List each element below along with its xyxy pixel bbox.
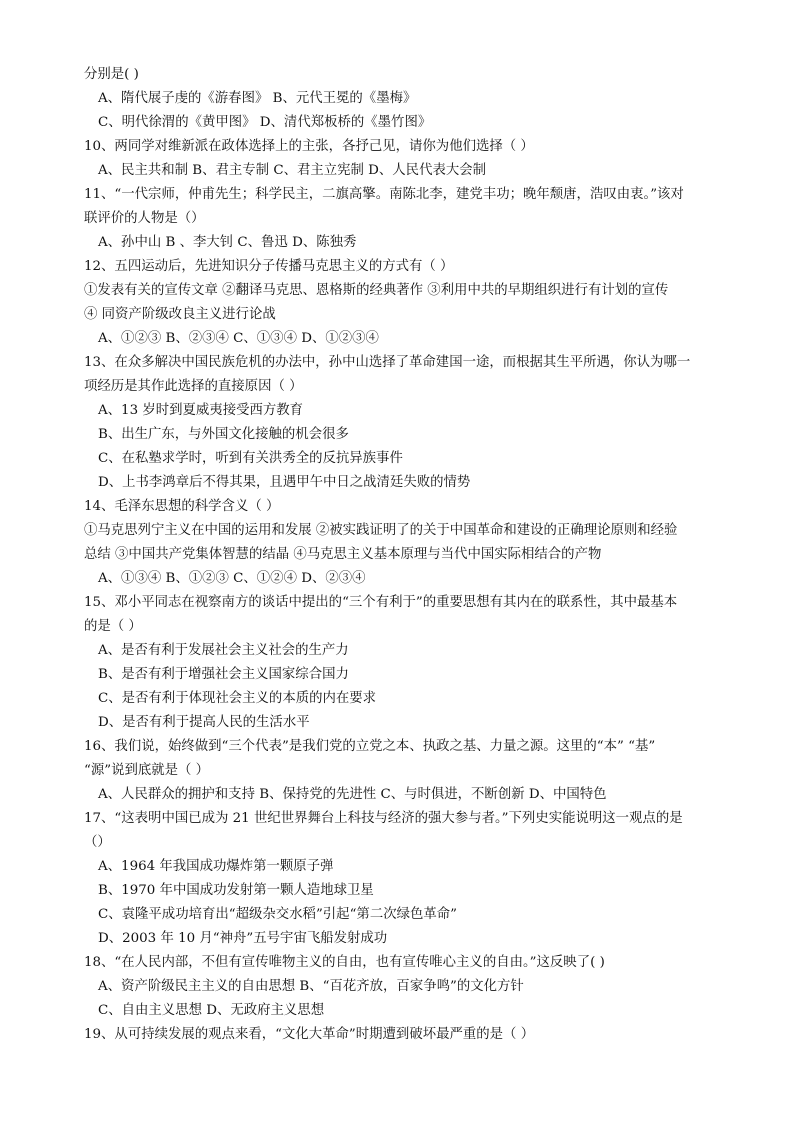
answer-option-line: B、1970 年中国成功发射第一颗人造地球卫星 [98,883,374,898]
answer-option-line: A、①②③ B、②③④ C、①③④ D、①②③④ [98,331,379,346]
question-text-line: 联评价的人物是（） [84,211,205,226]
answer-option-line: C、是否有利于体现社会主义的本质的内在要求 [98,691,377,706]
question-text-line: 11、“一代宗师，仲甫先生；科学民主，二旗高擎。南陈北李，建党丰功；晚年颓唐，浩叹由衷。”该对 [84,187,684,202]
question-text-line: ①发表有关的宣传文章 ②翻译马克思、恩格斯的经典著作 ③利用中共的早期组织进行有计划的宣传 [84,283,669,298]
answer-option-line: A、①③④ B、①②③ C、①②④ D、②③④ [98,571,366,586]
question-text-line: 总结 ③中国共产党集体智慧的结晶 ④马克思主义基本原理与当代中国实际相结合的产物 [84,547,602,562]
question-text-line: 16、我们说，始终做到“三个代表”是我们党的立党之本、执政之基、力量之源。这里的“本” “基” [84,739,656,754]
question-text-line: ④ 同资产阶级改良主义进行论战 [84,307,276,322]
question-text-line: 分别是( ) [84,67,139,82]
answer-option-line: D、上书李鸿章后不得其果，且遇甲午中日之战清廷失败的情势 [98,475,471,490]
answer-option-line: B、是否有利于增强社会主义国家综合国力 [98,667,349,682]
question-text-line: （） [84,835,111,850]
answer-option-line: A、是否有利于发展社会主义社会的生产力 [98,643,349,658]
answer-option-line: B、出生广东，与外国文化接触的机会很多 [98,427,349,442]
answer-option-line: A、资产阶级民主主义的自由思想 B、“百花齐放，百家争鸣”的文化方针 [98,979,524,994]
answer-option-line: C、在私塾求学时，听到有关洪秀全的反抗异族事件 [98,451,403,466]
question-text-line: 项经历是其作此选择的直接原因（ ） [84,379,303,394]
answer-option-line: A、人民群众的拥护和支持 B、保持党的先进性 C、与时俱进，不断创新 D、中国特色 [98,787,607,802]
question-text-line: 15、邓小平同志在视察南方的谈话中提出的“三个有利于”的重要思想有其内在的联系性，其中最基本 [84,595,678,610]
answer-option-line: C、袁隆平成功培育出“超级杂交水稻”引起“第二次绿色革命” [98,907,458,922]
answer-option-line: A、1964 年我国成功爆炸第一颗原子弹 [98,859,334,874]
question-text-line: ①马克思列宁主义在中国的运用和发展 ②被实践证明了的关于中国革命和建设的正确理论原则和经验 [84,523,678,538]
question-text-line: 的是（ ） [84,619,142,634]
question-text-line: 14、毛泽东思想的科学含义（ ） [84,499,280,514]
question-text-line: 19、从可持续发展的观点来看，“文化大革命”时期遭到破坏最严重的是（ ） [84,1027,535,1042]
question-text-line: 18、“在人民内部，不但有宣传唯物主义的自由，也有宣传唯心主义的自由。”这反映了( ) [84,955,605,970]
answer-option-line: A、孙中山 B 、李大钊 C、鲁迅 D、陈独秀 [98,235,357,250]
answer-option-line: D、2003 年 10 月“神舟”五号宇宙飞船发射成功 [98,931,388,946]
answer-option-line: A、民主共和制 B、君主专制 C、君主立宪制 D、人民代表大会制 [98,163,487,178]
question-text-line: 13、在众多解决中国民族危机的办法中，孙中山选择了革命建国一途，而根据其生平所遇，你认为哪一 [84,355,691,370]
question-text-line: “源”说到底就是（ ） [84,763,210,778]
question-text-line: 17、“这表明中国已成为 21 世纪世界舞台上科技与经济的强大参与者。”下列史实能说明这一观点的是 [84,811,683,826]
question-text-line: 12、五四运动后，先进知识分子传播马克思主义的方式有（ ） [84,259,454,274]
answer-option-line: C、自由主义思想 D、无政府主义思想 [98,1003,325,1018]
answer-option-line: C、明代徐渭的《黄甲图》 D、清代郑板桥的《墨竹图》 [98,115,432,130]
answer-option-line: D、是否有利于提高人民的生活水平 [98,715,310,730]
question-text-line: 10、两同学对维新派在政体选择上的主张，各抒己见，请你为他们选择（ ） [84,139,534,154]
answer-option-line: A、隋代展子虔的《游春图》 B、元代王冕的《墨梅》 [98,91,417,106]
answer-option-line: A、13 岁时到夏威夷接受西方教育 [98,403,304,418]
